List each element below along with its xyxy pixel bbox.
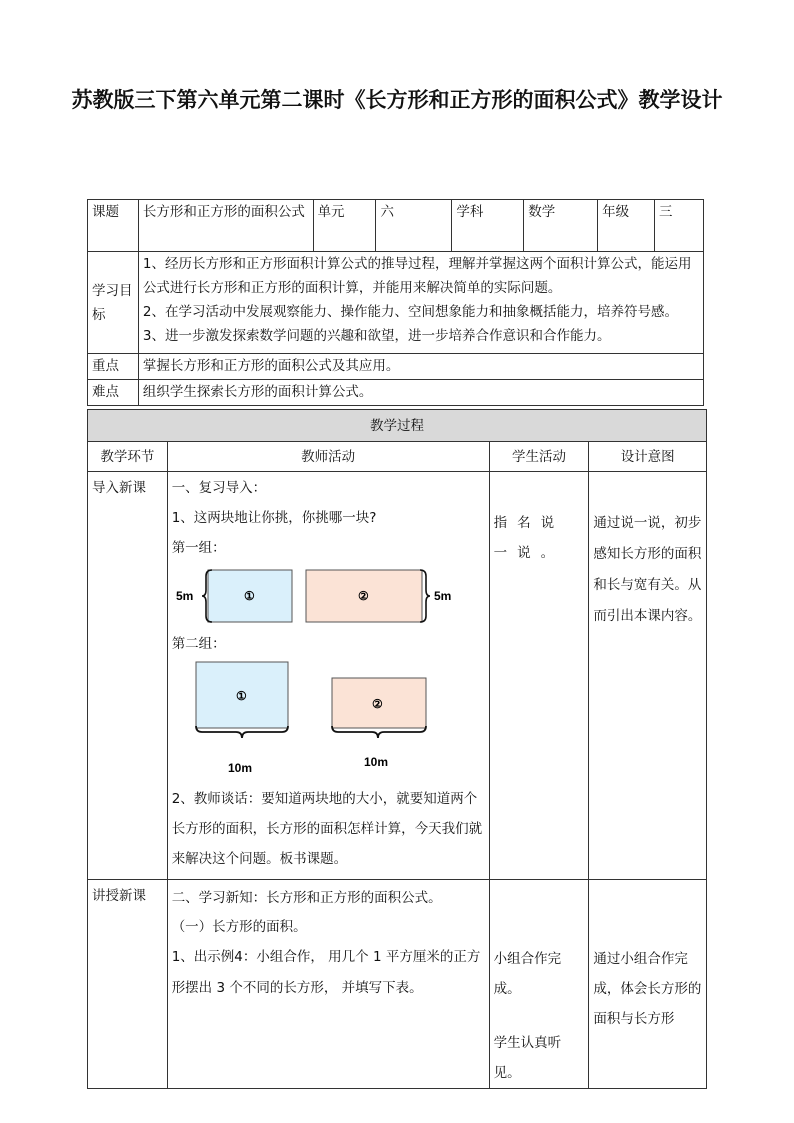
stage-new-lesson: 讲授新课 xyxy=(88,880,168,1089)
goals-label: 学习目标 xyxy=(88,252,139,354)
subject-label: 学科 xyxy=(452,200,524,252)
goal-item: 2、在学习活动中发展观察能力、操作能力、空间想象能力和抽象概括能力，培养符号感。 xyxy=(142,304,679,320)
group1-left-dim: 5m xyxy=(175,589,194,603)
subject-value: 数学 xyxy=(524,200,598,252)
group2-label: 第二组： xyxy=(171,636,226,652)
teacher-talk: 2、教师谈话：要知道两块地的大小，就要知道两个长方形的面积，长方形的面积怎样计算，今天我们就来解决这个问题。板书课题。 xyxy=(171,791,483,867)
grade-value: 三 xyxy=(655,200,704,252)
group1-figure xyxy=(172,564,472,628)
stage-intro: 导入新课 xyxy=(88,472,168,880)
goals-list xyxy=(138,252,703,354)
teacher-line: 二、学习新知：长方形和正方形的面积公式。 xyxy=(171,890,442,906)
student-line: 小组合作完成。 xyxy=(493,951,562,997)
column-header: 教学环节 xyxy=(88,442,168,472)
lesson-info-table xyxy=(87,199,704,406)
group2-right-label: ② xyxy=(371,697,383,711)
unit-value: 六 xyxy=(376,200,452,252)
grade-label: 年级 xyxy=(598,200,655,252)
group1-label: 第一组： xyxy=(171,540,226,556)
teacher-line: 一、复习导入： xyxy=(171,480,267,496)
process-header: 教学过程 xyxy=(88,410,707,442)
student-activity-new xyxy=(489,880,589,1089)
key-label: 重点 xyxy=(88,354,139,380)
group2-left-label: ① xyxy=(235,689,247,703)
topic-value: 长方形和正方形的面积公式 xyxy=(138,200,313,252)
group1-right-dim: 5m xyxy=(433,589,452,603)
difficulty-label: 难点 xyxy=(88,380,139,406)
teacher-line: 1、出示例4：小组合作， 用几个 1 平方厘米的正方形摆出 3 个不同的长方形， 并填写下表。 xyxy=(171,949,481,996)
teacher-activity-intro xyxy=(167,472,489,880)
column-header: 学生活动 xyxy=(489,442,589,472)
group1-right-label: ② xyxy=(357,589,369,603)
page-title: 苏教版三下第六单元第二课时《长方形和正方形的面积公式》教学设计 xyxy=(71,88,723,112)
design-intent-intro: 通过说一说，初步感知长方形的面积和长与宽有关。从而引出本课内容。 xyxy=(589,472,707,880)
column-header: 设计意图 xyxy=(589,442,707,472)
goal-item: 1、经历长方形和正方形面积计算公式的推导过程，理解并掌握这两个面积计算公式，能运用公式进行长方形和正方形的面积计算，并能用来解决简单的实际问题。 xyxy=(142,256,692,296)
teaching-process-table xyxy=(87,409,707,1089)
teacher-line: （一）长方形的面积。 xyxy=(171,919,307,935)
difficulty-value: 组织学生探索长方形的面积计算公式。 xyxy=(138,380,703,406)
design-intent-new: 通过小组合作完成，体会长方形的面积与长方形 xyxy=(589,880,707,1089)
group2-right-dim: 10m xyxy=(363,755,388,769)
student-activity-intro: 指名说一说。 xyxy=(489,472,589,880)
group1-left-label: ① xyxy=(243,589,255,603)
goal-item: 3、进一步激发探索数学问题的兴趣和欲望，进一步培养合作意识和合作能力。 xyxy=(142,328,611,344)
group2-figure xyxy=(172,660,472,780)
teacher-activity-new xyxy=(167,880,489,1089)
unit-label: 单元 xyxy=(313,200,376,252)
topic-label: 课题 xyxy=(88,200,139,252)
key-value: 掌握长方形和正方形的面积公式及其应用。 xyxy=(138,354,703,380)
group2-left-dim: 10m xyxy=(227,761,252,775)
column-header: 教师活动 xyxy=(167,442,489,472)
student-line: 学生认真听见。 xyxy=(493,1035,562,1081)
teacher-line: 1、这两块地让你挑，你挑哪一块? xyxy=(171,510,377,526)
